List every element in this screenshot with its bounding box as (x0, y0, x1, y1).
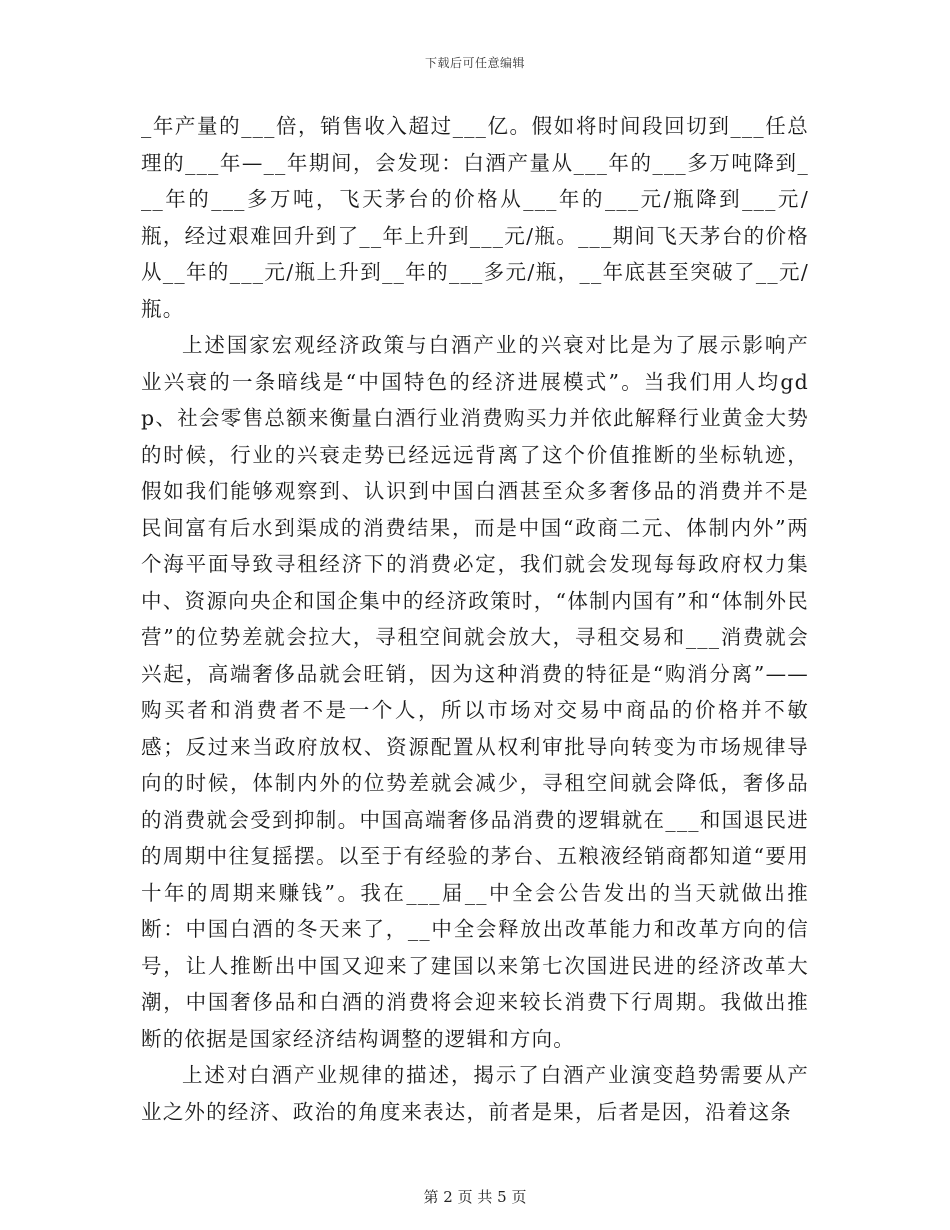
paragraph-2: 上述国家宏观经济政策与白酒产业的兴衰对比是为了展示影响产业兴衰的一条暗线是“中国特色的经济进展模式”。当我们用人均gdp、社会零售总额来衡量白酒行业消费购买力并依此解释行业黄金大势的时候，行业的兴衰走势已经远远背离了这个价值推断的坐标轨迹，假如我们能够观察到、认识到中国白酒甚至众多奢侈品的消费并不是民间富有后水到渠成的消费结果，而是中国“政商二元、体制内外”两个海平面导致寻租经济下的消费必定，我们就会发现每每政府权力集中、资源向央企和国企集中的经济政策时，“体制内国有”和“体制外民营”的位势差就会拉大，寻租空间就会放大，寻租交易和___消费就会兴起，高端奢侈品就会旺销，因为这种消费的特征是“购消分离”——购买者和消费者不是一个人，所以市场对交易中商品的价格并不敏感；反过来当政府放权、资源配置从权利审批导向转变为市场规律导向的时候，体制内外的位势差就会减少，寻租空间就会降低，奢侈品的消费就会受到抑制。中国高端奢侈品消费的逻辑就在___和国退民进的周期中往复摇摆。以至于有经验的茅台、五粮液经销商都知道“要用十年的周期来赚钱”。我在___届__中全会公告发出的当天就做出推断：中国白酒的冬天来了，__中全会释放出改革能力和改革方向的信号，让人推断出中国又迎来了建国以来第七次国进民进的经济改革大潮，中国奢侈品和白酒的消费将会迎来较长消费下行周期。我做出推断的依据是国家经济结构调整的逻辑和方向。 (141, 333, 809, 1051)
paragraph-3: 上述对白酒产业规律的描述，揭示了白酒产业演变趋势需要从产业之外的经济、政治的角度来表达，前者是果，后者是因，沿着这条 (141, 1063, 809, 1124)
page-header: 下载后可任意编辑 (424, 56, 525, 70)
document-body (141, 108, 809, 1130)
paragraph-1: _年产量的___倍，销售收入超过___亿。假如将时间段回切到___任总理的___年—__年期间，会发现：白酒产量从___年的___多万吨降到___年的___多万吨，飞天茅台的价格从___年的___元/瓶降到___元/瓶，经过艰难回升到了__年上升到___元/瓶。___期间飞天茅台的价格从__年的___元/瓶上升到__年的___多元/瓶，__年底甚至突破了__元/瓶。 (141, 114, 809, 321)
page-footer: 第 2 页 共 5 页 (423, 1188, 527, 1206)
